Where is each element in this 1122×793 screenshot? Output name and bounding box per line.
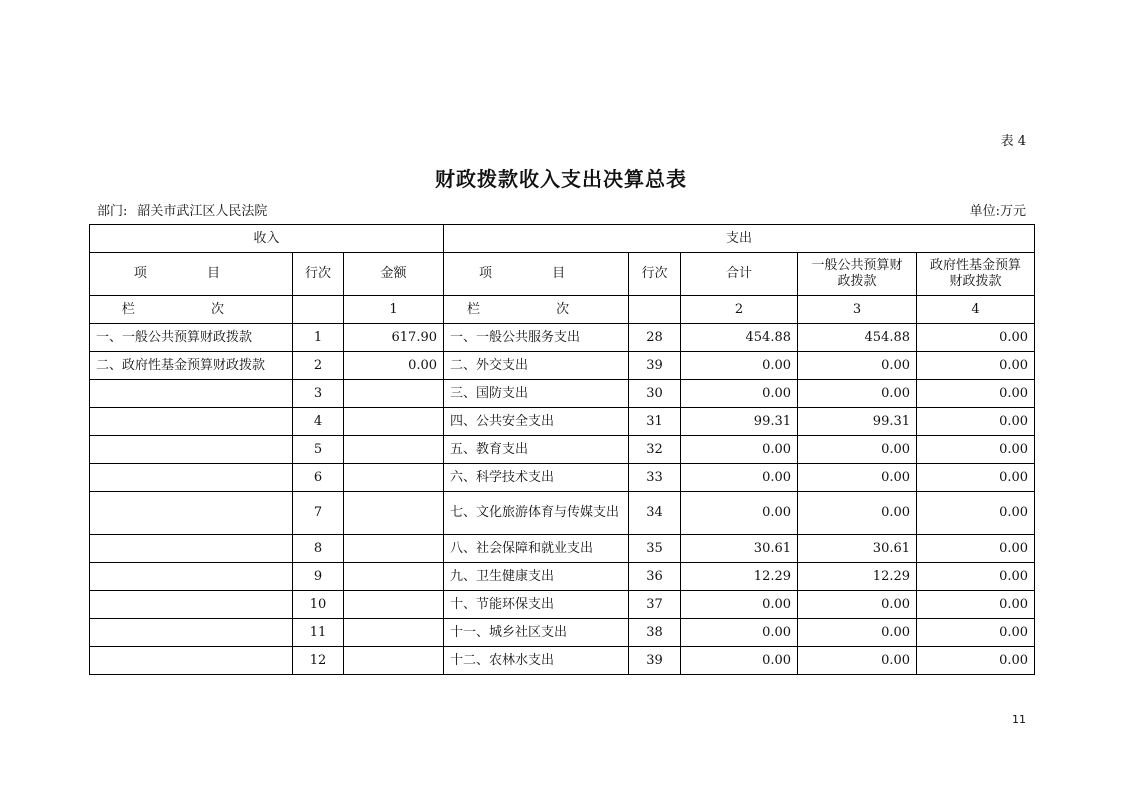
expense-item-cell: 四、公共安全支出 xyxy=(444,408,629,436)
expense-item-cell: 二、外交支出 xyxy=(444,352,629,380)
table-row xyxy=(90,492,1035,535)
income-item-cell: 一、一般公共预算财政拨款 xyxy=(90,324,293,352)
expense-row-cell: 39 xyxy=(629,647,681,675)
department-name: 韶关市武江区人民法院 xyxy=(137,204,268,219)
gov-fund-cell: 0.00 xyxy=(917,464,1035,492)
expense-header: 支出 xyxy=(444,225,1035,253)
income-item-cell: 二、政府性基金预算财政拨款 xyxy=(90,352,293,380)
expense-item-cell: 三、国防支出 xyxy=(444,380,629,408)
expense-item-header: 项 目 xyxy=(444,253,629,296)
income-amount-cell xyxy=(344,380,444,408)
income-item-cell xyxy=(90,591,293,619)
expense-item-cell: 九、卫生健康支出 xyxy=(444,563,629,591)
column-index-row xyxy=(90,296,1035,324)
expense-row-cell: 37 xyxy=(629,591,681,619)
expense-item-cell: 一、一般公共服务支出 xyxy=(444,324,629,352)
gov-fund-header-line1: 政府性基金预算 xyxy=(930,258,1022,273)
gov-fund-cell: 0.00 xyxy=(917,352,1035,380)
total-cell: 0.00 xyxy=(681,436,798,464)
expense-item-cell: 八、社会保障和就业支出 xyxy=(444,535,629,563)
income-row-no-header: 行次 xyxy=(293,253,344,296)
general-budget-cell: 0.00 xyxy=(798,591,917,619)
table-row xyxy=(90,324,1035,352)
table-number: 表 4 xyxy=(1000,134,1026,149)
income-amount-cell xyxy=(344,619,444,647)
expense-row-cell: 28 xyxy=(629,324,681,352)
income-item-cell xyxy=(90,563,293,591)
gov-fund-header xyxy=(917,253,1035,296)
expense-row-cell: 32 xyxy=(629,436,681,464)
income-amount-cell: 617.90 xyxy=(344,324,444,352)
gov-fund-cell: 0.00 xyxy=(917,324,1035,352)
gov-fund-cell: 0.00 xyxy=(917,535,1035,563)
income-item-cell xyxy=(90,408,293,436)
income-row-cell: 11 xyxy=(293,619,344,647)
income-row-cell: 6 xyxy=(293,464,344,492)
income-amount-cell xyxy=(344,535,444,563)
income-item-cell xyxy=(90,492,293,535)
income-row-cell: 12 xyxy=(293,647,344,675)
income-row-cell: 10 xyxy=(293,591,344,619)
income-row-cell: 2 xyxy=(293,352,344,380)
table-row xyxy=(90,563,1035,591)
gov-fund-cell: 0.00 xyxy=(917,408,1035,436)
total-cell: 0.00 xyxy=(681,647,798,675)
table-row xyxy=(90,436,1035,464)
total-cell: 0.00 xyxy=(681,380,798,408)
expense-item-cell: 十二、农林水支出 xyxy=(444,647,629,675)
income-amount-cell xyxy=(344,436,444,464)
income-row-cell: 9 xyxy=(293,563,344,591)
gov-fund-cell: 0.00 xyxy=(917,380,1035,408)
table-row xyxy=(90,380,1035,408)
income-col-label: 栏 次 xyxy=(90,296,293,324)
total-cell: 0.00 xyxy=(681,591,798,619)
income-amount-cell xyxy=(344,464,444,492)
income-amount-cell xyxy=(344,408,444,436)
table-row xyxy=(90,408,1035,436)
header-row-sections xyxy=(90,225,1035,253)
gov-fund-cell: 0.00 xyxy=(917,647,1035,675)
col-index-2: 2 xyxy=(681,296,798,324)
income-row-cell: 3 xyxy=(293,380,344,408)
income-amount-cell: 0.00 xyxy=(344,352,444,380)
appropriation-table xyxy=(89,224,1035,675)
general-budget-cell: 0.00 xyxy=(798,436,917,464)
income-item-cell xyxy=(90,380,293,408)
total-cell: 0.00 xyxy=(681,492,798,535)
expense-item-cell: 五、教育支出 xyxy=(444,436,629,464)
general-budget-header xyxy=(798,253,917,296)
income-row-cell: 8 xyxy=(293,535,344,563)
income-item-cell xyxy=(90,436,293,464)
income-amount-cell xyxy=(344,647,444,675)
expense-row-cell: 31 xyxy=(629,408,681,436)
table-row xyxy=(90,464,1035,492)
general-budget-cell: 0.00 xyxy=(798,380,917,408)
expense-item-cell: 七、文化旅游体育与传媒支出 xyxy=(444,492,629,535)
expense-row-cell: 39 xyxy=(629,352,681,380)
expense-row-cell: 33 xyxy=(629,464,681,492)
table-row xyxy=(90,535,1035,563)
income-item-cell xyxy=(90,464,293,492)
expense-col-rowno-blank xyxy=(629,296,681,324)
gov-fund-cell: 0.00 xyxy=(917,492,1035,535)
income-item-cell xyxy=(90,535,293,563)
income-item-cell xyxy=(90,619,293,647)
general-budget-cell: 0.00 xyxy=(798,619,917,647)
income-row-cell: 4 xyxy=(293,408,344,436)
income-row-cell: 7 xyxy=(293,492,344,535)
expense-row-cell: 30 xyxy=(629,380,681,408)
header-row-columns xyxy=(90,253,1035,296)
table-row xyxy=(90,352,1035,380)
gov-fund-cell: 0.00 xyxy=(917,436,1035,464)
gov-fund-cell: 0.00 xyxy=(917,619,1035,647)
page-title: 财政拨款收入支出决算总表 xyxy=(435,167,687,191)
total-cell: 454.88 xyxy=(681,324,798,352)
total-cell: 30.61 xyxy=(681,535,798,563)
income-amount-cell xyxy=(344,492,444,535)
expense-item-cell: 十、节能环保支出 xyxy=(444,591,629,619)
general-budget-cell: 99.31 xyxy=(798,408,917,436)
general-budget-cell: 0.00 xyxy=(798,464,917,492)
expense-row-no-header: 行次 xyxy=(629,253,681,296)
unit-label: 单位:万元 xyxy=(969,204,1026,219)
total-cell: 0.00 xyxy=(681,619,798,647)
department-label: 部门: xyxy=(97,204,128,219)
expense-item-cell: 六、科学技术支出 xyxy=(444,464,629,492)
income-row-cell: 5 xyxy=(293,436,344,464)
general-budget-cell: 454.88 xyxy=(798,324,917,352)
general-budget-cell: 0.00 xyxy=(798,352,917,380)
income-amount-cell xyxy=(344,591,444,619)
income-row-cell: 1 xyxy=(293,324,344,352)
income-item-header: 项 目 xyxy=(90,253,293,296)
general-budget-cell: 12.29 xyxy=(798,563,917,591)
income-item-cell xyxy=(90,647,293,675)
total-cell: 0.00 xyxy=(681,464,798,492)
income-header: 收入 xyxy=(90,225,444,253)
col-index-1: 1 xyxy=(344,296,444,324)
gov-fund-header-line2: 财政拨款 xyxy=(949,274,1002,289)
total-cell: 12.29 xyxy=(681,563,798,591)
table-row xyxy=(90,619,1035,647)
col-index-3: 3 xyxy=(798,296,917,324)
income-amount-cell xyxy=(344,563,444,591)
general-budget-cell: 30.61 xyxy=(798,535,917,563)
expense-row-cell: 38 xyxy=(629,619,681,647)
expense-item-cell: 十一、城乡社区支出 xyxy=(444,619,629,647)
expense-row-cell: 35 xyxy=(629,535,681,563)
total-header: 合计 xyxy=(681,253,798,296)
expense-row-cell: 36 xyxy=(629,563,681,591)
table-row xyxy=(90,591,1035,619)
income-amount-header: 金额 xyxy=(344,253,444,296)
page-number: 11 xyxy=(1012,713,1026,726)
department xyxy=(97,200,267,219)
table-row xyxy=(90,647,1035,675)
gov-fund-cell: 0.00 xyxy=(917,591,1035,619)
total-cell: 99.31 xyxy=(681,408,798,436)
total-cell: 0.00 xyxy=(681,352,798,380)
col-index-4: 4 xyxy=(917,296,1035,324)
gov-fund-cell: 0.00 xyxy=(917,563,1035,591)
general-budget-cell: 0.00 xyxy=(798,647,917,675)
general-budget-header-line2: 政拨款 xyxy=(837,274,877,289)
expense-row-cell: 34 xyxy=(629,492,681,535)
expense-col-label: 栏 次 xyxy=(444,296,629,324)
general-budget-header-line1: 一般公共预算财 xyxy=(811,258,903,273)
general-budget-cell: 0.00 xyxy=(798,492,917,535)
income-col-rowno-blank xyxy=(293,296,344,324)
